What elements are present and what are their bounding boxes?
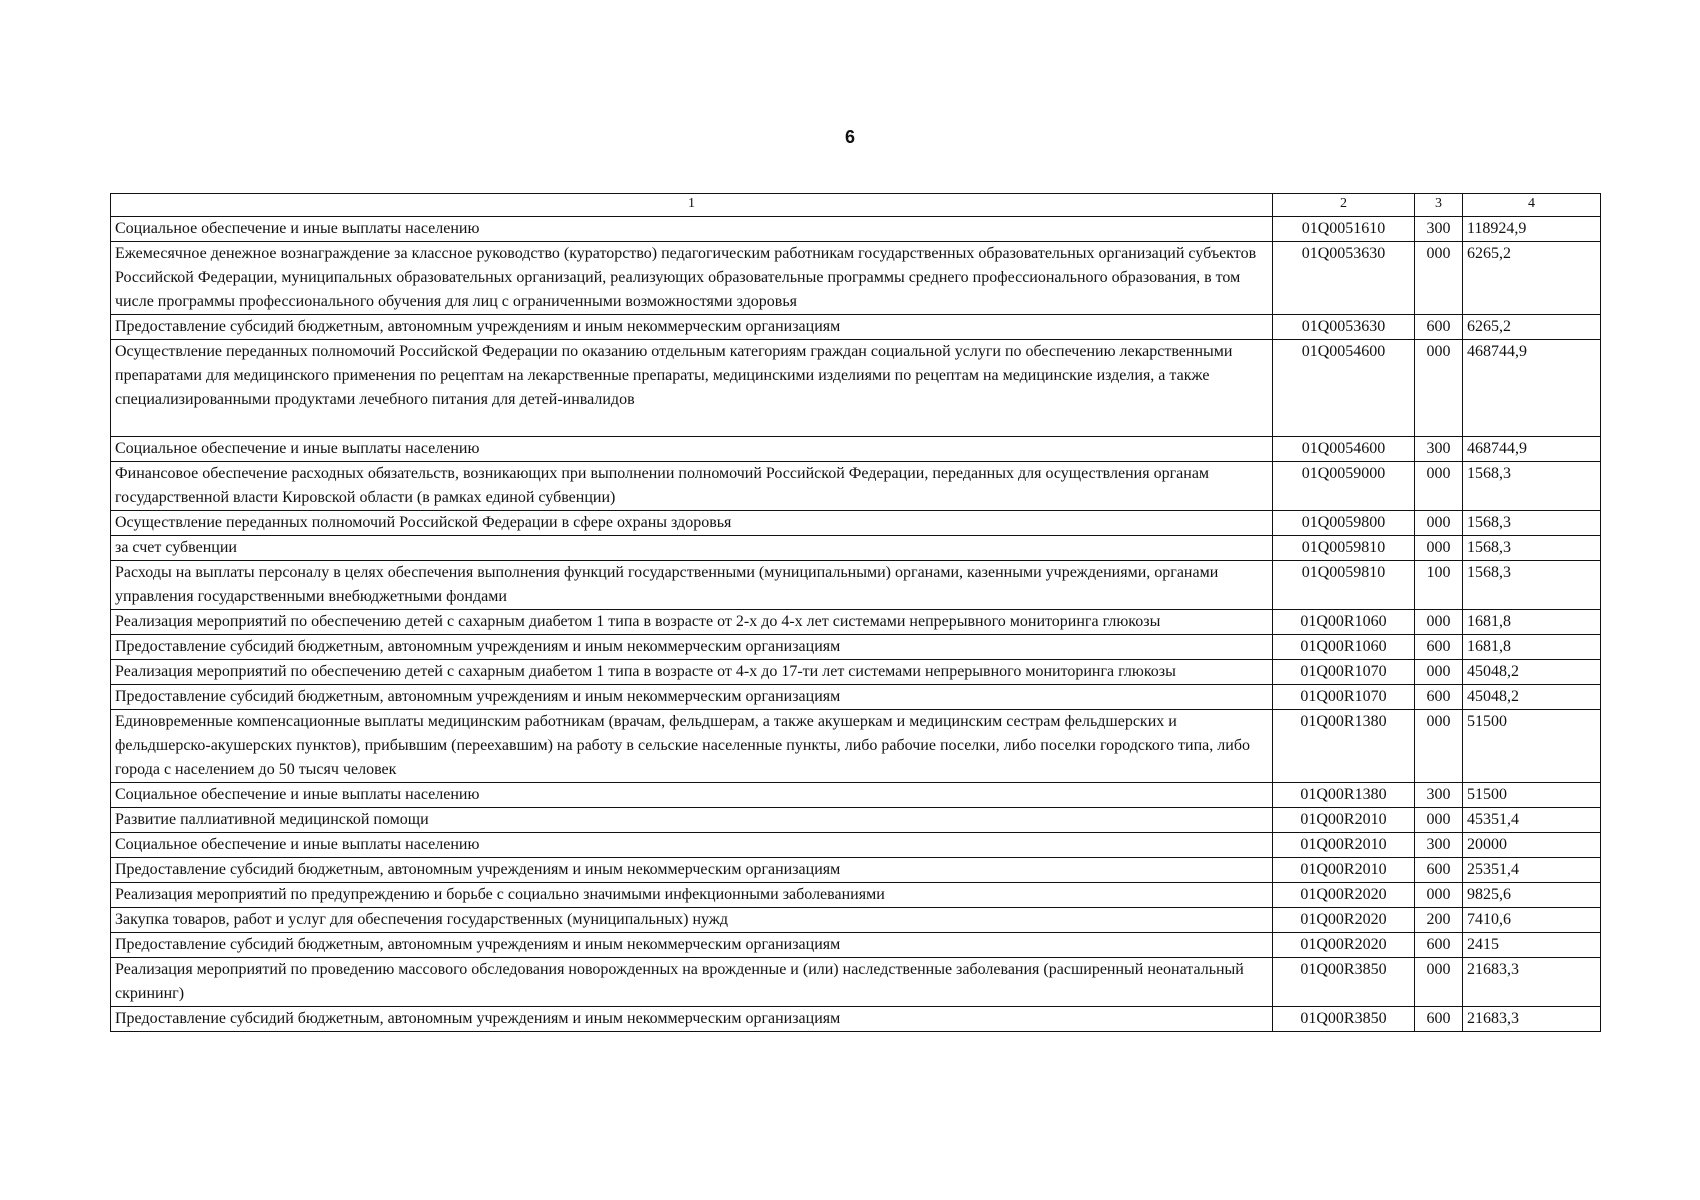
row-name-cell: Реализация мероприятий по обеспечению детей с сахарным диабетом 1 типа в возрасте от 2-х до 4-х лет системами непрерывного мониторинга глюкозы	[111, 610, 1273, 635]
table-row	[111, 685, 1601, 710]
row-code-cell: 01Q0059000	[1273, 462, 1415, 511]
row-amount-cell: 45048,2	[1463, 685, 1601, 710]
row-expense-type-cell: 600	[1415, 933, 1463, 958]
row-expense-type-cell: 600	[1415, 858, 1463, 883]
table-row	[111, 511, 1601, 536]
table-row	[111, 315, 1601, 340]
row-amount-cell: 2415	[1463, 933, 1601, 958]
row-expense-type-cell: 000	[1415, 462, 1463, 511]
row-name-cell: Предоставление субсидий бюджетным, автономным учреждениям и иным некоммерческим организациям	[111, 933, 1273, 958]
row-code-cell: 01Q00R1060	[1273, 635, 1415, 660]
row-name-cell: Реализация мероприятий по обеспечению детей с сахарным диабетом 1 типа в возрасте от 4-х до 17-ти лет системами непрерывного мониторинга глюкозы	[111, 660, 1273, 685]
row-code-cell: 01Q00R1060	[1273, 610, 1415, 635]
row-name-cell: Предоставление субсидий бюджетным, автономным учреждениям и иным некоммерческим организациям	[111, 858, 1273, 883]
row-amount-cell: 118924,9	[1463, 217, 1601, 242]
row-expense-type-cell: 300	[1415, 833, 1463, 858]
row-name-cell: за счет субвенции	[111, 536, 1273, 561]
row-name-cell: Социальное обеспечение и иные выплаты населению	[111, 217, 1273, 242]
row-amount-cell: 1568,3	[1463, 511, 1601, 536]
row-name-cell: Закупка товаров, работ и услуг для обеспечения государственных (муниципальных) нужд	[111, 908, 1273, 933]
table-row	[111, 635, 1601, 660]
row-name-cell: Расходы на выплаты персоналу в целях обеспечения выполнения функций государственными (муниципальными) органами, казенными учреждениями, органами управления государственными внебюджетными фондами	[111, 561, 1273, 610]
row-amount-cell: 6265,2	[1463, 315, 1601, 340]
row-code-cell: 01Q00R1070	[1273, 685, 1415, 710]
table-row	[111, 610, 1601, 635]
row-amount-cell: 1568,3	[1463, 462, 1601, 511]
row-expense-type-cell: 000	[1415, 242, 1463, 315]
row-amount-cell: 7410,6	[1463, 908, 1601, 933]
row-name-cell: Социальное обеспечение и иные выплаты населению	[111, 783, 1273, 808]
table-row	[111, 437, 1601, 462]
row-amount-cell: 1681,8	[1463, 635, 1601, 660]
row-code-cell: 01Q0053630	[1273, 315, 1415, 340]
row-expense-type-cell: 100	[1415, 561, 1463, 610]
table-row	[111, 858, 1601, 883]
row-expense-type-cell: 000	[1415, 883, 1463, 908]
row-expense-type-cell: 200	[1415, 908, 1463, 933]
row-name-cell: Финансовое обеспечение расходных обязательств, возникающих при выполнении полномочий Российской Федерации, переданных для осуществления органам государственной власти Кировской области (в рамках единой субвенции)	[111, 462, 1273, 511]
row-expense-type-cell: 000	[1415, 808, 1463, 833]
row-code-cell: 01Q0051610	[1273, 217, 1415, 242]
row-code-cell: 01Q00R2020	[1273, 883, 1415, 908]
table-row	[111, 660, 1601, 685]
table-header-row	[111, 194, 1601, 217]
budget-table-container	[110, 193, 1600, 1032]
row-amount-cell: 51500	[1463, 710, 1601, 783]
row-expense-type-cell: 000	[1415, 511, 1463, 536]
row-name-cell: Реализация мероприятий по предупреждению и борьбе с социально значимыми инфекционными заболеваниями	[111, 883, 1273, 908]
table-row	[111, 1007, 1601, 1032]
row-code-cell: 01Q0054600	[1273, 340, 1415, 437]
row-amount-cell: 1681,8	[1463, 610, 1601, 635]
row-amount-cell: 21683,3	[1463, 1007, 1601, 1032]
row-name-cell: Реализация мероприятий по проведению массового обследования новорожденных на врожденные и (или) наследственные заболевания (расширенный неонатальный скрининг)	[111, 958, 1273, 1007]
row-code-cell: 01Q0054600	[1273, 437, 1415, 462]
row-amount-cell: 1568,3	[1463, 536, 1601, 561]
row-code-cell: 01Q00R3850	[1273, 1007, 1415, 1032]
row-expense-type-cell: 600	[1415, 685, 1463, 710]
table-row	[111, 242, 1601, 315]
row-code-cell: 01Q00R1380	[1273, 783, 1415, 808]
row-name-cell: Предоставление субсидий бюджетным, автономным учреждениям и иным некоммерческим организациям	[111, 315, 1273, 340]
table-row	[111, 808, 1601, 833]
row-code-cell: 01Q00R2010	[1273, 833, 1415, 858]
page-number: 6	[844, 127, 855, 147]
row-name-cell: Осуществление переданных полномочий Российской Федерации в сфере охраны здоровья	[111, 511, 1273, 536]
row-expense-type-cell: 000	[1415, 340, 1463, 437]
row-amount-cell: 468744,9	[1463, 340, 1601, 437]
row-amount-cell: 51500	[1463, 783, 1601, 808]
row-name-cell: Предоставление субсидий бюджетным, автономным учреждениям и иным некоммерческим организациям	[111, 635, 1273, 660]
row-expense-type-cell: 000	[1415, 610, 1463, 635]
table-row	[111, 833, 1601, 858]
row-expense-type-cell: 300	[1415, 783, 1463, 808]
header-col-3: 3	[1415, 194, 1463, 217]
row-expense-type-cell: 600	[1415, 1007, 1463, 1032]
table-row	[111, 462, 1601, 511]
table-row	[111, 710, 1601, 783]
row-code-cell: 01Q00R3850	[1273, 958, 1415, 1007]
row-name-cell: Социальное обеспечение и иные выплаты населению	[111, 833, 1273, 858]
row-name-cell: Осуществление переданных полномочий Российской Федерации по оказанию отдельным категориям граждан социальной услуги по обеспечению лекарственными препаратами для медицинского применения по рецептам на лекарственные препараты, медицинскими изделиями по рецептам на медицинские изделия, а также специализированными продуктами лечебного питания для детей-инвалидов	[111, 340, 1273, 437]
row-code-cell: 01Q00R2010	[1273, 858, 1415, 883]
row-code-cell: 01Q00R2010	[1273, 808, 1415, 833]
header-col-1: 1	[111, 194, 1273, 217]
row-amount-cell: 45351,4	[1463, 808, 1601, 833]
row-code-cell: 01Q0059810	[1273, 536, 1415, 561]
row-code-cell: 01Q0059800	[1273, 511, 1415, 536]
table-row	[111, 958, 1601, 1007]
row-amount-cell: 9825,6	[1463, 883, 1601, 908]
row-expense-type-cell: 000	[1415, 958, 1463, 1007]
row-amount-cell: 468744,9	[1463, 437, 1601, 462]
row-amount-cell: 1568,3	[1463, 561, 1601, 610]
row-amount-cell: 25351,4	[1463, 858, 1601, 883]
table-row	[111, 217, 1601, 242]
row-expense-type-cell: 000	[1415, 710, 1463, 783]
row-expense-type-cell: 300	[1415, 437, 1463, 462]
row-amount-cell: 20000	[1463, 833, 1601, 858]
table-row	[111, 783, 1601, 808]
row-expense-type-cell: 600	[1415, 315, 1463, 340]
row-name-cell: Предоставление субсидий бюджетным, автономным учреждениям и иным некоммерческим организациям	[111, 685, 1273, 710]
table-row	[111, 933, 1601, 958]
row-name-cell: Ежемесячное денежное вознаграждение за классное руководство (кураторство) педагогическим работникам государственных образовательных организаций субъектов Российской Федерации, муниципальных образовательных организаций, реализующих образовательные программы среднего профессионального образования, в том числе программы профессионального обучения для лиц с ограниченными возможностями здоровья	[111, 242, 1273, 315]
row-expense-type-cell: 000	[1415, 660, 1463, 685]
row-expense-type-cell: 600	[1415, 635, 1463, 660]
table-row	[111, 561, 1601, 610]
table-body	[111, 217, 1601, 1032]
header-col-4: 4	[1463, 194, 1601, 217]
row-name-cell: Развитие паллиативной медицинской помощи	[111, 808, 1273, 833]
table-row	[111, 536, 1601, 561]
row-amount-cell: 21683,3	[1463, 958, 1601, 1007]
budget-table	[110, 193, 1601, 1032]
row-expense-type-cell: 000	[1415, 536, 1463, 561]
row-amount-cell: 45048,2	[1463, 660, 1601, 685]
row-name-cell: Предоставление субсидий бюджетным, автономным учреждениям и иным некоммерческим организациям	[111, 1007, 1273, 1032]
row-code-cell: 01Q0059810	[1273, 561, 1415, 610]
table-row	[111, 340, 1601, 437]
row-code-cell: 01Q00R2020	[1273, 908, 1415, 933]
row-code-cell: 01Q00R2020	[1273, 933, 1415, 958]
row-code-cell: 01Q0053630	[1273, 242, 1415, 315]
header-col-2: 2	[1273, 194, 1415, 217]
row-name-cell: Социальное обеспечение и иные выплаты населению	[111, 437, 1273, 462]
table-row	[111, 908, 1601, 933]
row-name-cell: Единовременные компенсационные выплаты медицинским работникам (врачам, фельдшерам, а также акушеркам и медицинским сестрам фельдшерских и фельдшерско-акушерских пунктов), прибывшим (переехавшим) на работу в сельские населенные пункты, либо рабочие поселки, либо поселки городского типа, либо города с населением до 50 тысяч человек	[111, 710, 1273, 783]
row-amount-cell: 6265,2	[1463, 242, 1601, 315]
row-code-cell: 01Q00R1070	[1273, 660, 1415, 685]
row-code-cell: 01Q00R1380	[1273, 710, 1415, 783]
table-row	[111, 883, 1601, 908]
row-expense-type-cell: 300	[1415, 217, 1463, 242]
